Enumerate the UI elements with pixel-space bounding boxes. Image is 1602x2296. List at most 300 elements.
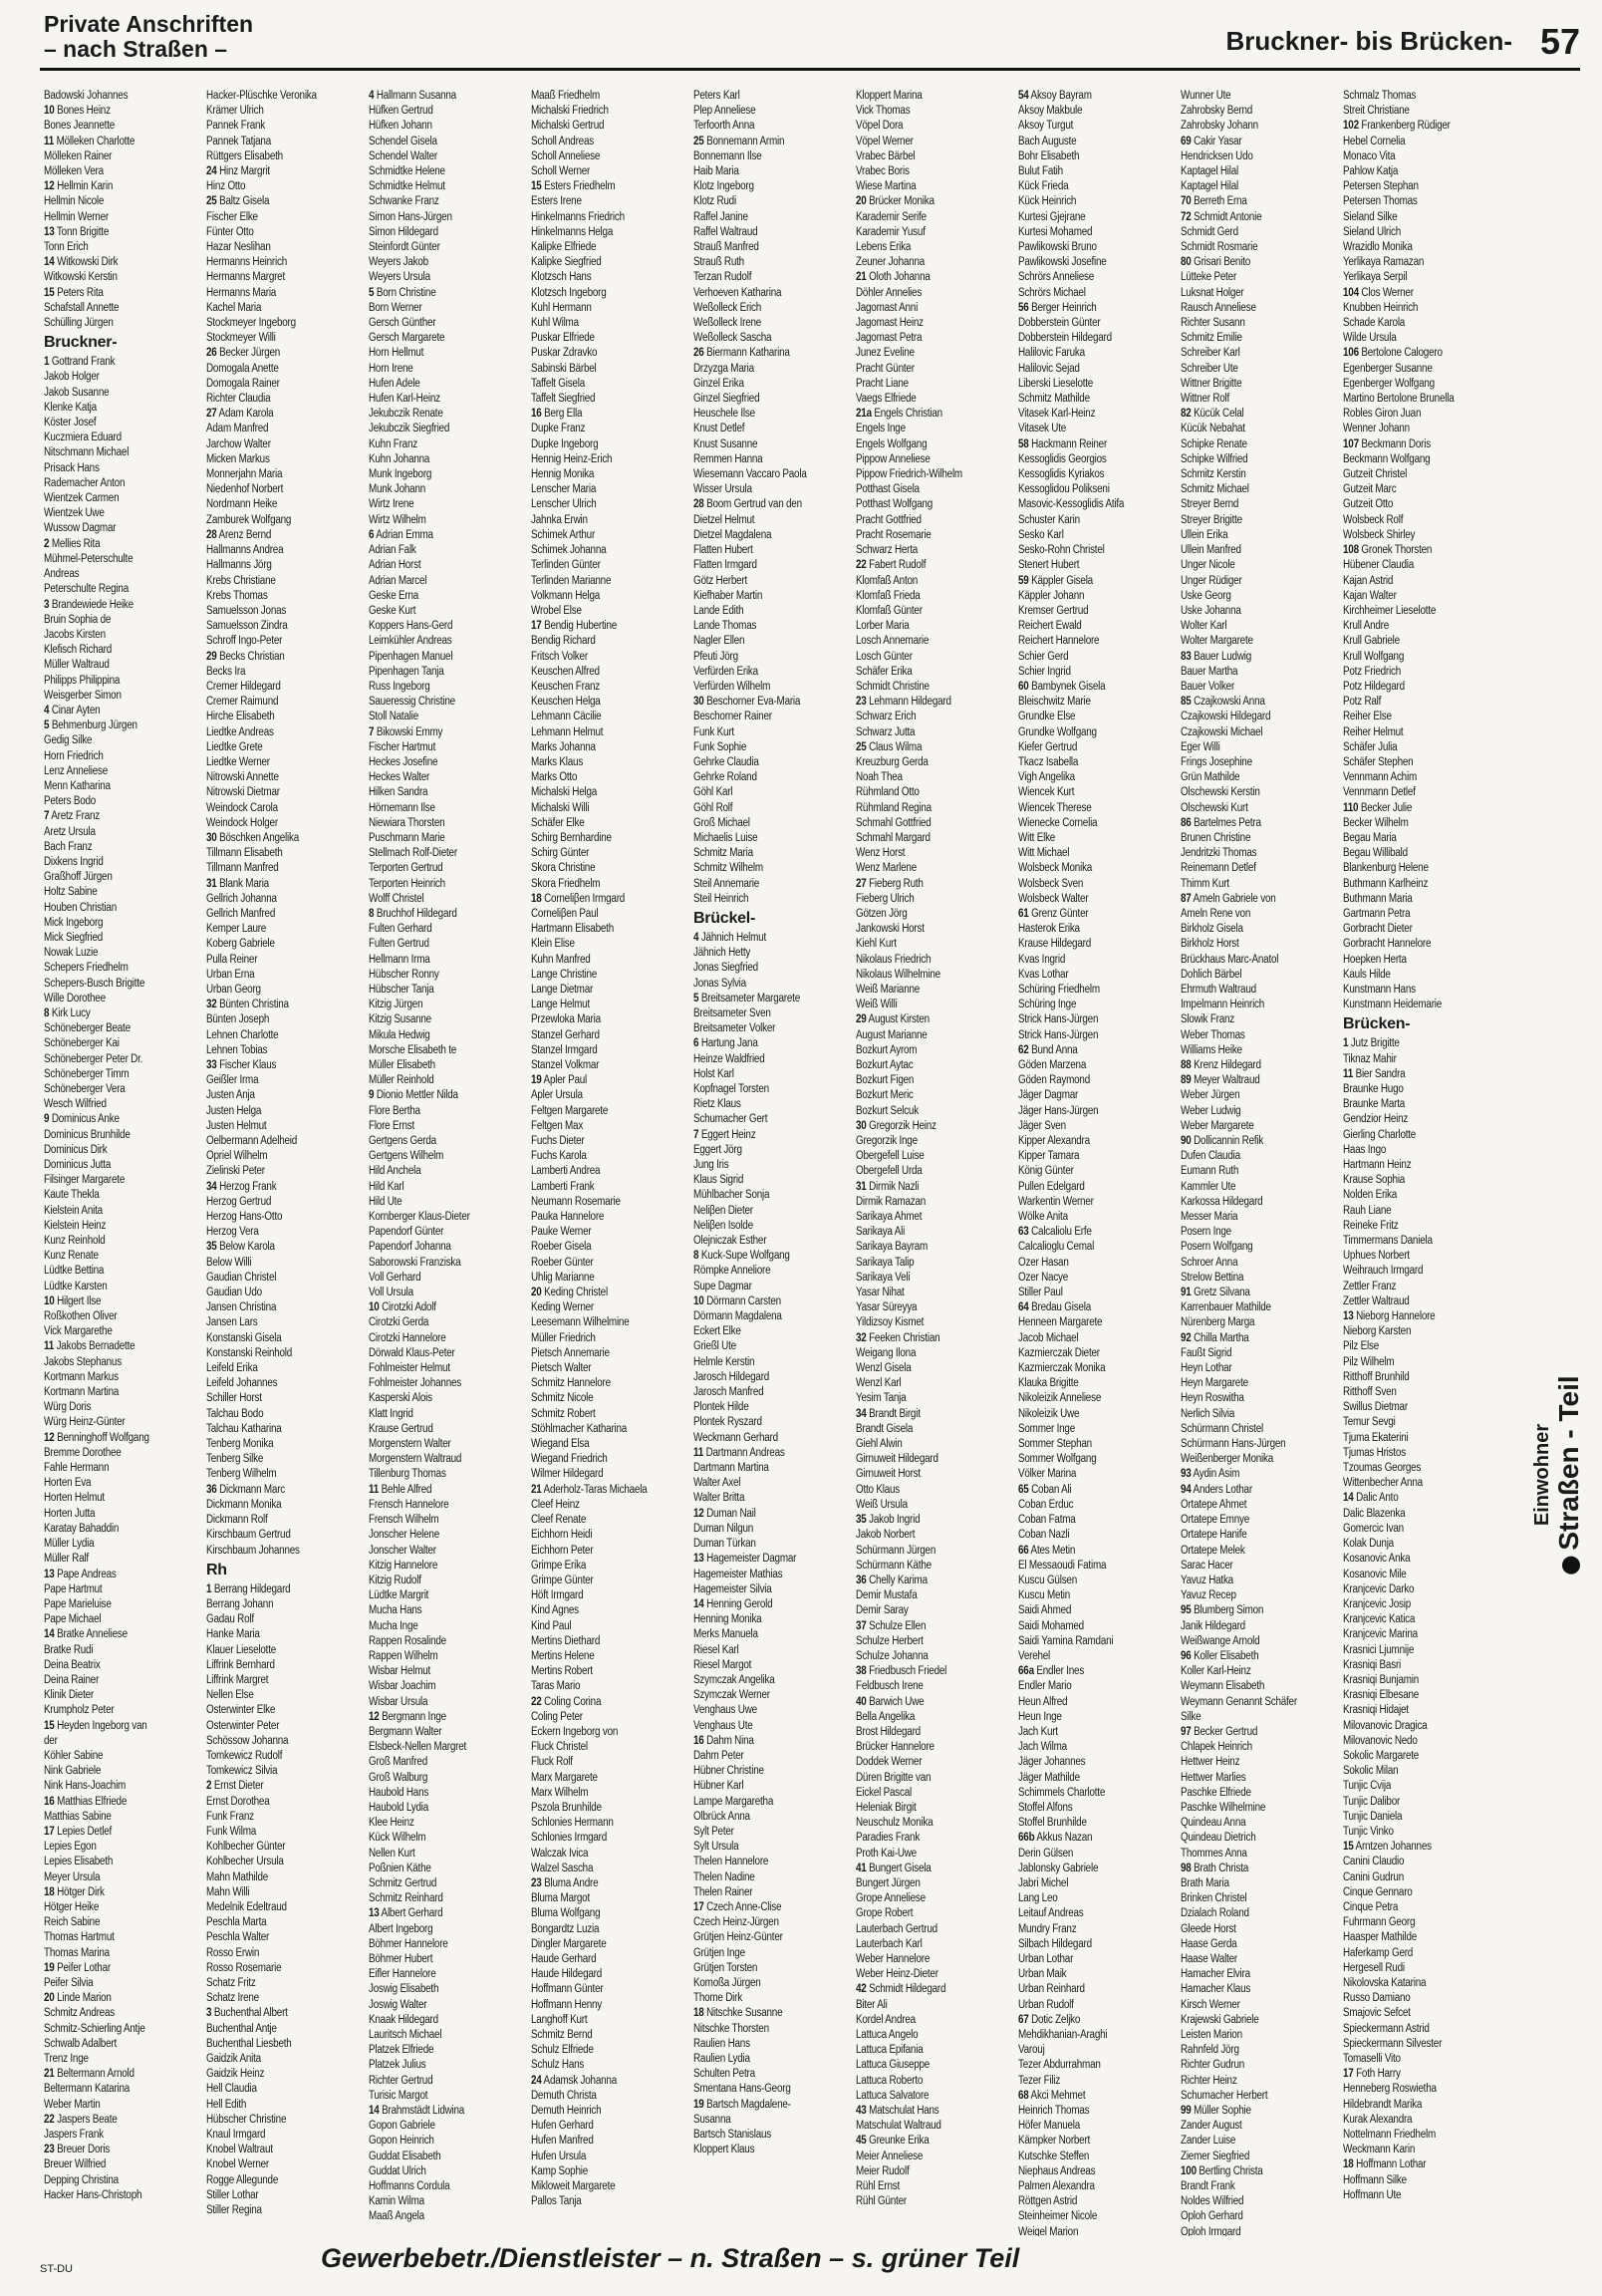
resident-entry: 68 Akci Mehmet — [1018, 2089, 1086, 2102]
resident-entry: Ernst Dorothea — [206, 1795, 270, 1808]
resident-entry: 67 Dotic Zeljko — [1018, 2013, 1081, 2026]
house-number: 13 — [693, 1553, 704, 1566]
resident-entry: Lattuca Giuseppe — [856, 2059, 931, 2072]
resident-entry: Vöpel Dora — [856, 120, 904, 133]
resident-entry: Jagomast Anni — [856, 301, 919, 314]
resident-entry: Hufen Ursula — [531, 2150, 587, 2162]
resident-entry: Skora Friedhelm — [531, 877, 601, 890]
resident-entry: Kirchheimer Lieselotte — [1343, 604, 1437, 617]
resident-entry: Peterschulte Regina — [44, 583, 129, 596]
resident-entry: 9 Dominicus Anke — [44, 1113, 120, 1126]
house-number: 4 — [693, 931, 699, 944]
house-number: 31 — [856, 1180, 867, 1193]
resident-entry: Simon Hildegard — [369, 225, 438, 238]
house-number: 11 — [44, 1340, 55, 1353]
resident-entry: Schendel Gisela — [369, 135, 437, 147]
resident-entry: Samuelsson Jonas — [206, 604, 287, 617]
resident-entry: Würg Doris — [44, 1401, 92, 1414]
resident-entry: Kranjcevic Marina — [1343, 1628, 1418, 1641]
resident-entry: Schmitz Bernd — [531, 2029, 593, 2041]
resident-entry: Schmidt Rosmarie — [1181, 241, 1258, 254]
resident-entry: Bauer Martha — [1181, 665, 1238, 678]
resident-entry: Jäger Hans-Jürgen — [1018, 1104, 1099, 1117]
house-number: 28 — [693, 498, 704, 511]
resident-entry: Mucha Inge — [369, 1619, 418, 1632]
resident-entry: Noldes Wilfried — [1181, 2195, 1244, 2208]
resident-entry: Bozkurt Selcuk — [856, 1104, 919, 1117]
resident-entry: Witt Elke — [1018, 831, 1056, 844]
resident-entry: Weber Margarete — [1181, 1119, 1254, 1132]
resident-entry: Nellen Kurt — [369, 1847, 415, 1860]
resident-entry: 96 Koller Elisabeth — [1181, 1649, 1259, 1662]
resident-entry: Vitasek Karl-Heinz — [1018, 408, 1096, 421]
resident-entry: Krebs Thomas — [206, 589, 268, 602]
resident-entry: Wilde Ursula — [1343, 332, 1397, 345]
resident-entry: Scholl Werner — [531, 165, 591, 178]
resident-entry: Schendel Walter — [369, 149, 437, 162]
resident-entry: Schmitz Hannelore — [531, 1377, 611, 1390]
resident-entry: Schroff Ingo-Peter — [206, 635, 283, 648]
resident-entry: Rietz Klaus — [693, 1098, 741, 1111]
page-code: ST-DU — [40, 2263, 73, 2275]
house-number: 42 — [856, 1983, 867, 1996]
resident-entry: 94 Anders Lothar — [1181, 1483, 1252, 1496]
resident-entry: Bozkurt Meric — [856, 1089, 914, 1102]
resident-entry: Liffrink Bernhard — [206, 1658, 275, 1671]
resident-entry: Brückhaus Marc-Anatol — [1181, 953, 1279, 966]
resident-entry: Thomas Marina — [44, 1946, 110, 1959]
resident-entry: 32 Bünten Christina — [206, 999, 289, 1011]
house-number: 87 — [1181, 892, 1192, 905]
resident-entry: 4 Jähnich Helmut — [693, 931, 766, 944]
resident-entry: Mühmel-Peterschulte — [44, 552, 134, 565]
resident-entry: Paradies Frank — [856, 1832, 921, 1845]
resident-entry: Munk Johann — [369, 483, 426, 496]
resident-entry: 66b Akkus Nazan — [1018, 1832, 1093, 1845]
resident-entry: Dobberstein Hildegard — [1018, 332, 1112, 345]
resident-entry: Kammler Ute — [1181, 1180, 1236, 1193]
resident-entry: Plontek Ryszard — [693, 1416, 762, 1429]
resident-entry: 17 Czech Anne-Clise — [693, 1900, 782, 1913]
house-number: 59 — [1018, 574, 1029, 587]
house-number: 10 — [44, 1294, 55, 1307]
resident-entry: Krull Wolfgang — [1343, 650, 1405, 663]
resident-entry: Eckert Elke — [693, 1325, 741, 1338]
resident-entry: Vennmann Detlef — [1343, 786, 1416, 799]
resident-entry: 7 Eggert Heinz — [693, 1128, 756, 1141]
house-number: 3 — [206, 2007, 212, 2020]
house-number: 99 — [1181, 2105, 1192, 2118]
resident-entry: Olejniczak Esther — [693, 1235, 767, 1248]
resident-entry: Dobberstein Günter — [1018, 317, 1101, 330]
resident-entry: Hoffmann Silke — [1343, 2173, 1407, 2186]
resident-entry: Hellmin Nicole — [44, 195, 105, 208]
resident-entry: Urban Maik — [1018, 1968, 1067, 1981]
resident-entry: Nürenberg Marga — [1181, 1316, 1255, 1329]
resident-entry: Meyer Ursula — [44, 1870, 101, 1883]
house-number: 35 — [856, 1514, 867, 1527]
resident-entry: Czajkowski Hildegard — [1181, 711, 1271, 723]
resident-entry: Schmahl Gottfried — [856, 816, 932, 829]
resident-entry: Walter Axel — [693, 1477, 741, 1490]
resident-entry: Jakob Holger — [44, 371, 100, 384]
resident-entry: Tomkewicz Silvia — [206, 1765, 278, 1778]
page-number: 57 — [1539, 21, 1580, 62]
house-number: 34 — [856, 1407, 867, 1420]
resident-entry: 15 Heyden Ingeborg van — [44, 1719, 147, 1732]
resident-entry: Eckern Ingeborg von — [531, 1725, 619, 1738]
resident-entry: Pilz Else — [1343, 1340, 1379, 1353]
resident-entry: 17 Bendig Hubertine — [531, 620, 618, 633]
resident-entry: Klatt Ingrid — [369, 1407, 413, 1420]
resident-entry: 16 Matthias Elfriede — [44, 1795, 128, 1808]
resident-entry: 37 Schulze Ellen — [856, 1619, 927, 1632]
resident-entry: Klenke Katja — [44, 401, 97, 414]
resident-entry: Krull Gabriele — [1343, 635, 1400, 648]
resident-entry: Schipke Renate — [1181, 437, 1247, 450]
resident-entry: Rühmland Regina — [856, 801, 932, 814]
resident-entry: Grundke Else — [1018, 711, 1076, 723]
resident-entry: Gellrich Manfred — [206, 907, 276, 920]
house-number: 20 — [856, 195, 867, 208]
resident-entry: Michalski Friedrich — [531, 105, 609, 118]
resident-entry: Bruin Sophia de — [44, 613, 112, 626]
resident-entry: Nitschke Thorsten — [693, 2022, 769, 2035]
resident-entry: Lenscher Ulrich — [531, 498, 597, 511]
resident-entry: Silbach Hildegard — [1018, 1937, 1092, 1950]
resident-entry: Sarikaya Bayram — [856, 1241, 929, 1254]
resident-entry: Weßolleck Irene — [693, 317, 762, 330]
resident-entry: Horn Friedrich — [44, 749, 104, 762]
resident-entry: Heinze Waldfried — [693, 1052, 765, 1065]
resident-entry: Reichert Ewald — [1018, 620, 1082, 633]
resident-entry: Dietzel Helmut — [693, 513, 755, 526]
resident-entry: Konstanski Gisela — [206, 1331, 282, 1344]
resident-entry: 13 Albert Gerhard — [369, 1907, 443, 1920]
resident-entry: Böhmer Hubert — [369, 1952, 433, 1965]
resident-entry: Kachel Maria — [206, 301, 262, 314]
resident-entry: 5 Behmenburg Jürgen — [44, 719, 137, 732]
resident-entry: Sarikaya Ahmet — [856, 1211, 923, 1224]
resident-entry: Coling Peter — [531, 1710, 583, 1723]
resident-entry: Horten Eva — [44, 1477, 92, 1490]
resident-entry: Wolter Karl — [1181, 620, 1227, 633]
resident-entry: Lüdtke Karsten — [44, 1280, 108, 1292]
house-number: 9 — [44, 1113, 50, 1126]
resident-entry: Chlapek Heinrich — [1181, 1741, 1252, 1754]
resident-entry: Nitrowski Annette — [206, 771, 279, 784]
resident-entry: Weyers Ursula — [369, 271, 430, 284]
resident-entry: Pracht Rosemarie — [856, 528, 932, 541]
house-number: 17 — [531, 620, 542, 633]
resident-entry: Lang Leo — [1018, 1892, 1058, 1905]
resident-entry: Neumann Rosemarie — [531, 1195, 621, 1208]
resident-entry: Calcalioglu Cemal — [1018, 1241, 1095, 1254]
resident-entry: Engels Wolfgang — [856, 437, 928, 450]
resident-entry: Mundry Franz — [1018, 1922, 1077, 1935]
resident-entry: 11 Behle Alfred — [369, 1483, 432, 1496]
resident-entry: Schumacher Herbert — [1181, 2089, 1268, 2102]
resident-entry: Breitsameter Sven — [693, 1006, 771, 1019]
resident-entry: Gaudian Christel — [206, 1271, 277, 1284]
resident-entry: Jendritzki Thomas — [1181, 847, 1257, 860]
resident-entry: Pallos Tanja — [531, 2195, 582, 2208]
resident-entry: 3 Buchenthal Albert — [206, 2007, 288, 2020]
house-number: 83 — [1181, 650, 1192, 663]
resident-entry: Stockmeyer Willi — [206, 332, 276, 345]
resident-entry: Kück Heinrich — [1018, 195, 1077, 208]
resident-entry: Sesko-Rohn Christel — [1018, 544, 1105, 557]
resident-entry: Flatten Irmgard — [693, 559, 757, 572]
resident-entry: Wittner Brigitte — [1181, 377, 1242, 390]
resident-entry: Wientzek Uwe — [44, 507, 105, 520]
resident-entry: Hallmanns Andrea — [206, 544, 284, 557]
house-number: 33 — [206, 1059, 217, 1071]
resident-entry: Jakobs Stephanus — [44, 1355, 122, 1368]
resident-entry: Hufen Adele — [369, 377, 420, 390]
resident-entry: Dartmann Martina — [693, 1462, 769, 1475]
resident-entry: Lamberti Frank — [531, 1180, 595, 1193]
resident-entry: Andreas — [44, 568, 80, 581]
resident-entry: Coban Nazli — [1018, 1529, 1070, 1542]
resident-entry: Eickel Pascal — [856, 1786, 913, 1799]
resident-entry: Reichert Hannelore — [1018, 635, 1100, 648]
resident-entry: Marks Johanna — [531, 740, 596, 753]
resident-entry: 29 August Kirsten — [856, 1013, 930, 1026]
resident-entry: Nikolaus Wilhelmine — [856, 968, 940, 981]
resident-entry: Neliβen Dieter — [693, 1204, 753, 1217]
resident-entry: Schöneberger Kai — [44, 1037, 120, 1050]
resident-entry: Strick Hans-Jürgen — [1018, 1028, 1099, 1041]
resident-entry: Hild Ute — [369, 1195, 402, 1208]
resident-entry: Kück Frieda — [1018, 180, 1069, 193]
resident-entry: Buthmann Karlheinz — [1343, 877, 1429, 890]
resident-entry: Brinken Christel — [1181, 1892, 1247, 1905]
resident-entry: Köhler Sabine — [44, 1749, 104, 1762]
resident-entry: Palmen Alexandra — [1018, 2180, 1095, 2193]
resident-entry: Kipper Alexandra — [1018, 1135, 1090, 1148]
resident-entry: Hübner Karl — [693, 1780, 744, 1793]
resident-entry: Yesim Tanja — [856, 1392, 907, 1405]
house-number: 108 — [1343, 544, 1359, 557]
resident-entry: Schwalb Adalbert — [44, 2037, 117, 2050]
resident-entry: Nikolovska Katarina — [1343, 1976, 1427, 1989]
resident-entry: Klefisch Richard — [44, 644, 113, 657]
resident-entry: Ortatepe Hanife — [1181, 1529, 1247, 1542]
resident-entry: August Marianne — [856, 1028, 928, 1041]
resident-entry: Below Willi — [206, 1256, 252, 1269]
resident-entry: Martino Bertolone Brunella — [1343, 393, 1455, 406]
resident-entry: Heyn Roswitha — [1181, 1392, 1244, 1405]
resident-entry: Flore Bertha — [369, 1104, 420, 1117]
resident-entry: 13 Hagemeister Dagmar — [693, 1553, 797, 1566]
resident-entry: Grütjen Torsten — [693, 1961, 758, 1974]
resident-entry: 41 Bungert Gisela — [856, 1862, 932, 1874]
resident-entry: Mick Ingeborg — [44, 916, 104, 929]
resident-entry: Michaelis Luise — [693, 831, 758, 844]
resident-entry: 4 Hallmann Susanna — [369, 90, 456, 102]
resident-entry: Hacker Hans-Christoph — [44, 2188, 142, 2201]
house-number: 66 — [1018, 1544, 1029, 1557]
resident-entry: Saidi Yamina Ramdani — [1018, 1634, 1114, 1647]
resident-entry: Timmermans Daniela — [1343, 1235, 1433, 1248]
resident-entry: 22 Fabert Rudolf — [856, 559, 927, 572]
resident-entry: Osterwinter Elke — [206, 1704, 276, 1717]
resident-entry: Bleischwitz Marie — [1018, 696, 1091, 709]
resident-entry: Kitzig Susanne — [369, 1013, 431, 1026]
resident-entry: 58 Hackmann Reiner — [1018, 437, 1108, 450]
resident-entry: Schäfer Julia — [1343, 740, 1398, 753]
resident-entry: 64 Bredau Gisela — [1018, 1301, 1091, 1314]
resident-entry: Matschulat Waltraud — [856, 2120, 941, 2133]
resident-entry: Mehdikhanian-Araghi — [1018, 2029, 1108, 2041]
resident-entry: Ginzel Siegfried — [693, 393, 760, 406]
resident-entry: Grimpe Erika — [531, 1559, 587, 1572]
resident-entry: Schade Karola — [1343, 317, 1406, 330]
resident-entry: 18 Corneliβen Irmgard — [531, 892, 626, 905]
resident-entry: Richter Susann — [1181, 317, 1245, 330]
house-number: 35 — [206, 1241, 217, 1254]
resident-entry: Lehmann Cäcilie — [531, 711, 602, 723]
resident-entry: 69 Cakir Yasar — [1181, 135, 1242, 147]
resident-entry: 5 Born Christine — [369, 286, 436, 299]
resident-entry: Stiller Paul — [1018, 1287, 1063, 1299]
resident-entry: 20 Linde Marion — [44, 1992, 112, 2005]
resident-entry: Milovanovic Nedo — [1343, 1734, 1418, 1747]
house-number: 68 — [1018, 2089, 1029, 2102]
resident-entry: Hild Karl — [369, 1180, 404, 1193]
resident-entry: Wolter Margarete — [1181, 635, 1253, 648]
bullet-icon — [1562, 1557, 1580, 1575]
resident-entry: Potz Ralf — [1343, 696, 1382, 709]
resident-entry: Wisbar Joachim — [369, 1680, 436, 1693]
resident-entry: Saidi Ahmed — [1018, 1604, 1072, 1617]
resident-entry: Losch Annemarie — [856, 635, 930, 648]
resident-entry: Schulz Hans — [531, 2059, 585, 2072]
house-number: 58 — [1018, 437, 1029, 450]
resident-entry: Weigang Ilona — [856, 1346, 917, 1359]
resident-entry: 24 Adamsk Johanna — [531, 2074, 617, 2087]
resident-entry: Girnuweit Hildegard — [856, 1453, 938, 1466]
resident-entry: Elsbeck-Nellen Margret — [369, 1741, 467, 1754]
resident-entry: Raulien Lydia — [693, 2053, 750, 2065]
resident-entry: Eichhorn Heidi — [531, 1529, 593, 1542]
resident-entry: Krämer Ulrich — [206, 105, 264, 118]
resident-entry: Weymann Elisabeth — [1181, 1680, 1265, 1693]
resident-entry: Wientzek Carmen — [44, 492, 120, 505]
resident-entry: Feltgen Max — [531, 1119, 584, 1132]
resident-entry: Cleef Heinz — [531, 1498, 580, 1511]
house-number: 25 — [856, 740, 867, 753]
resident-entry: Kohlbecher Ursula — [206, 1856, 284, 1868]
resident-entry: Pietsch Walter — [531, 1362, 592, 1375]
resident-entry: Wolsbeck Walter — [1018, 892, 1089, 905]
resident-entry: Poßnien Käthe — [369, 1862, 431, 1874]
resident-entry: 98 Brath Christa — [1181, 1862, 1249, 1874]
resident-entry: Krasnici Ljumnije — [1343, 1643, 1415, 1656]
house-number: 19 — [44, 1961, 55, 1974]
resident-entry: 72 Schmidt Antonie — [1181, 210, 1262, 223]
resident-entry: 22 Jaspers Beate — [44, 2113, 118, 2126]
resident-entry: Urban Reinhard — [1018, 1983, 1085, 1996]
resident-entry: Hagemeister Silvia — [693, 1582, 772, 1595]
resident-entry: Schöneberger Timm — [44, 1067, 130, 1080]
resident-entry: Hanke Maria — [206, 1628, 260, 1641]
resident-entry: Rosso Rosemarie — [206, 1961, 282, 1974]
resident-entry: Dalic Blazenka — [1343, 1507, 1406, 1520]
resident-entry: Jarchow Walter — [206, 437, 271, 450]
resident-entry: Trenz Inge — [44, 2053, 89, 2065]
house-number: 25 — [693, 135, 704, 147]
resident-entry: Sieland Ulrich — [1343, 225, 1402, 238]
resident-entry: Schmahl Margard — [856, 831, 931, 844]
resident-entry: Schier Gerd — [1018, 650, 1069, 663]
resident-entry: Weber Heinz-Dieter — [856, 1968, 938, 1981]
resident-entry: Krasniqi Bunjamin — [1343, 1673, 1420, 1686]
resident-entry: Hamacher Elvira — [1181, 1968, 1250, 1981]
resident-entry: Nikoleizik Uwe — [1018, 1407, 1080, 1420]
house-number: 15 — [531, 180, 542, 193]
resident-entry: Lange Christine — [531, 968, 598, 981]
resident-entry: Jagomast Heinz — [856, 317, 924, 330]
resident-entry: Keuschen Alfred — [531, 665, 600, 678]
resident-entry: Matthias Sabine — [44, 1810, 112, 1823]
resident-entry: Turisic Margot — [369, 2089, 428, 2102]
resident-entry: Lebens Erika — [856, 241, 912, 254]
resident-entry: Hagemeister Mathias — [693, 1568, 783, 1580]
resident-entry: 16 Dahm Nina — [693, 1734, 754, 1747]
resident-entry: 36 Dickmann Marc — [206, 1483, 286, 1496]
resident-entry: Kalipke Elfriede — [531, 241, 597, 254]
resident-entry: Richter Gudrun — [1181, 2059, 1245, 2072]
resident-entry: Thelen Hannelore — [693, 1856, 769, 1868]
resident-entry: 13 Tonn Brigitte — [44, 225, 110, 238]
resident-entry: Stiller Lothar — [206, 2188, 259, 2201]
resident-entry: Schülling Jürgen — [44, 317, 114, 330]
resident-entry: Tenberg Silke — [206, 1453, 264, 1466]
resident-entry: Kuczmiera Eduard — [44, 431, 122, 444]
resident-entry: Jagomast Petra — [856, 332, 923, 345]
resident-entry: 18 Hoffmann Lothar — [1343, 2158, 1427, 2171]
resident-entry: Wisser Ursula — [693, 483, 752, 496]
resident-entry: Schmitz Kerstin — [1181, 468, 1246, 481]
resident-entry: Ullein Erika — [1181, 528, 1228, 541]
resident-entry: Eumann Ruth — [1181, 1165, 1239, 1178]
resident-entry: Guddat Elisabeth — [369, 2150, 441, 2162]
resident-entry: 88 Krenz Hildegard — [1181, 1059, 1261, 1071]
resident-entry: Reineke Fritz — [1343, 1219, 1399, 1232]
resident-entry: 1 Berrang Hildegard — [206, 1582, 291, 1595]
resident-entry: Becker Wilhelm — [1343, 816, 1409, 829]
resident-entry: Aretz Ursula — [44, 825, 96, 838]
resident-entry: Weigel Marion — [1018, 2225, 1079, 2236]
resident-entry: Kortmann Martina — [44, 1386, 120, 1399]
resident-entry: Hufen Gerhard — [531, 2120, 594, 2133]
resident-entry: Wolsbeck Shirley — [1343, 528, 1416, 541]
resident-entry: Kessoglidou Polikseni — [1018, 483, 1110, 496]
resident-entry: Strelow Bettina — [1181, 1271, 1244, 1284]
side-label-line1: Einwohner — [1531, 1423, 1553, 1527]
resident-entry: Liedtke Grete — [206, 740, 263, 753]
resident-entry: Zander August — [1181, 2120, 1242, 2133]
resident-entry: Kvas Ingrid — [1018, 953, 1066, 966]
resident-entry: Monnerjahn Maria — [206, 468, 283, 481]
resident-entry: Engels Inge — [856, 423, 906, 435]
resident-entry: Remmen Hanna — [693, 452, 763, 465]
resident-entry: Hübscher Ronny — [369, 968, 439, 981]
resident-entry: Kauls Hilde — [1343, 968, 1391, 981]
resident-entry: Reich Sabine — [44, 1916, 101, 1929]
